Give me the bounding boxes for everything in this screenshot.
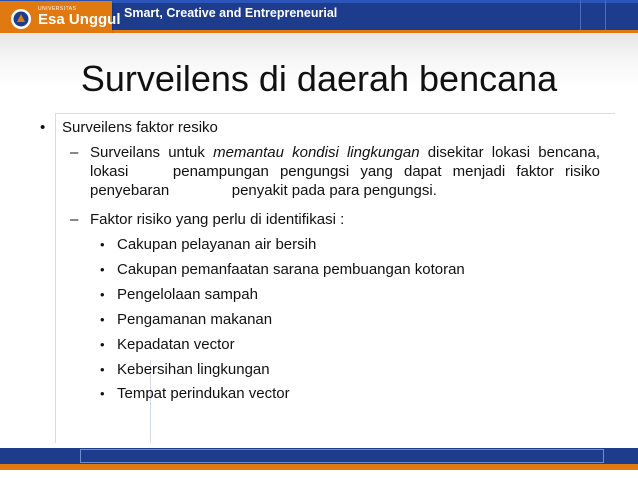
sub-bullet-text bbox=[90, 143, 600, 200]
footer-bottom bbox=[0, 470, 638, 478]
list-item-text: Kepadatan vector bbox=[117, 336, 235, 353]
list-item-text: Pengelolaan sampah bbox=[117, 286, 258, 303]
list-item-text: Pengamanan makanan bbox=[117, 311, 273, 328]
bullet-text: Surveilens faktor resiko bbox=[62, 119, 218, 136]
bullet-icon: • bbox=[100, 362, 105, 377]
header-divider bbox=[605, 0, 606, 30]
guide-line bbox=[55, 113, 615, 114]
bullet-icon: • bbox=[100, 386, 105, 401]
bullet-icon: • bbox=[100, 262, 105, 277]
bullet-icon: • bbox=[100, 337, 105, 352]
text-run: Surveilans untuk bbox=[90, 144, 214, 161]
list-item-text: Tempat perindukan vector bbox=[117, 385, 290, 402]
bullet-icon: • bbox=[100, 287, 105, 302]
footer-frame bbox=[80, 449, 604, 463]
text-run: disekitar lokasi bencana, lokasi penampungan pengungsi yang dapat menjadi faktor risiko penyebaran penyakit pada para pengungsi. bbox=[90, 144, 600, 199]
italic-text-run: memantau kondisi lingkungan bbox=[213, 144, 420, 161]
bullet-icon: • bbox=[100, 237, 105, 252]
bullet-icon: • bbox=[100, 312, 105, 327]
dash-icon: – bbox=[70, 211, 79, 228]
university-logo bbox=[0, 1, 121, 37]
header-divider bbox=[580, 0, 581, 30]
logo-emblem-icon bbox=[10, 8, 32, 30]
header-tagline: Smart, Creative and Entrepreneurial bbox=[124, 6, 338, 20]
list-item-text: Kebersihan lingkungan bbox=[117, 361, 270, 378]
list-item-text: Cakupan pemanfaatan sarana pembuangan kotoran bbox=[117, 261, 465, 278]
logo-small-text: UNIVERSITAS bbox=[38, 6, 77, 12]
list-item-text: Cakupan pelayanan air bersih bbox=[117, 236, 317, 253]
bullet-icon: • bbox=[40, 119, 46, 136]
slide-title: Surveilens di daerah bencana bbox=[80, 58, 558, 99]
logo-text: Esa Unggul bbox=[38, 11, 121, 28]
guide-line bbox=[55, 113, 56, 443]
sub-bullet-text: Faktor risiko yang perlu di identifikasi : bbox=[90, 211, 345, 228]
dash-icon: – bbox=[70, 144, 79, 161]
